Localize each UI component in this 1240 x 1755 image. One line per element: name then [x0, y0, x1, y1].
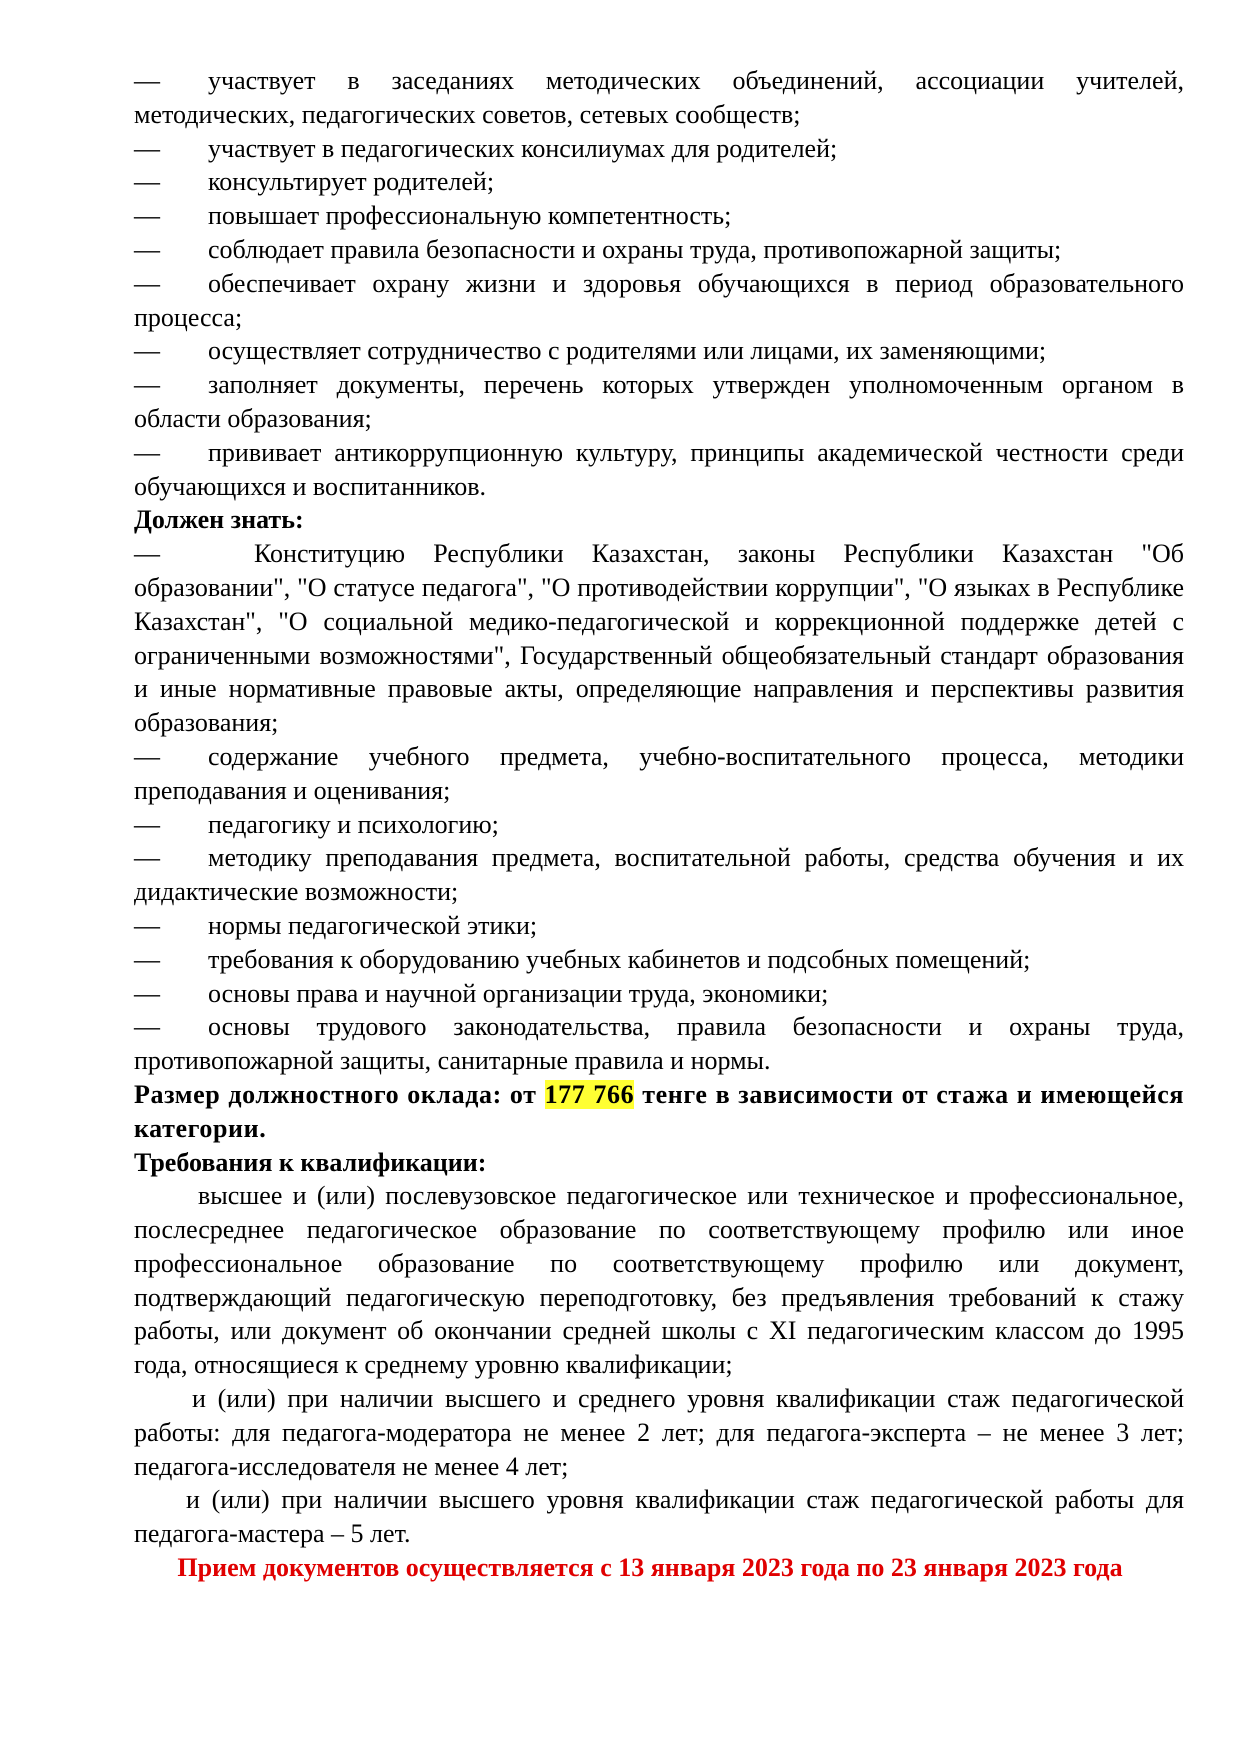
list-item	[134, 267, 1184, 335]
list-item-text: основы права и научной организации труда, экономики;	[208, 978, 829, 1008]
document-page	[134, 64, 1184, 1585]
list-item	[134, 64, 1184, 132]
list-item	[134, 436, 1184, 504]
list-item-text: заполняет документы, перечень которых утвержден уполномоченным органом в области образования;	[134, 370, 1184, 433]
list-item	[134, 740, 1184, 808]
list-item	[134, 977, 1184, 1011]
list-item-text: нормы педагогической этики;	[208, 910, 538, 940]
list-item-text: осуществляет сотрудничество с родителями или лицами, их заменяющими;	[208, 336, 1047, 366]
list-item	[134, 334, 1184, 368]
qualification-paragraph: и (или) при наличии высшего и среднего уровня квалификации стаж педагогической работы: для педагога-модератора не менее 2 лет; для педагога-эксперта – не менее 3 лет; педагога-исследователя не менее 4 лет;	[134, 1384, 1184, 1481]
list-item-text: участвует в педагогических консилиумах для родителей;	[208, 133, 838, 163]
list-item-text: основы трудового законодательства, правила безопасности и охраны труда, противопожарной защиты, санитарные правила и нормы.	[134, 1012, 1184, 1076]
qualification-paragraph: и (или) при наличии высшего уровня квалификации стаж педагогической работы для педагога-мастера – 5 лет.	[134, 1485, 1184, 1549]
list-item	[134, 808, 1184, 842]
list-item-text: консультирует родителей;	[208, 167, 495, 197]
list-item	[134, 233, 1184, 267]
list-item-text: повышает профессиональную компетентность;	[208, 201, 732, 231]
list-item-text: Конституцию Республики Казахстан, законы Республики Казахстан "Об образовании", "О статусе педагога", "О противодействии коррупции", "О языках в Республике Казахстан", "О социальной медико-педагогической и коррекционной поддержке детей с ограниченными возможностями", Государственный общеобязательный стандарт образования и иные нормативные правовые акты, определяющие направления и перспективы развития образования;	[134, 539, 1184, 738]
submission-notice: Прием документов осуществляется с 13 января 2023 года по 23 января 2023 года	[177, 1553, 1123, 1583]
qualification-heading: Требования к квалификации:	[134, 1147, 487, 1177]
list-item	[134, 132, 1184, 166]
list-item	[134, 199, 1184, 233]
knowledge-list	[134, 537, 1184, 1078]
list-item-text: педагогику и психологию;	[208, 809, 499, 839]
list-item-text: участвует в заседаниях методических объединений, ассоциации учителей, методических, педагогических советов, сетевых сообществ;	[134, 66, 1184, 129]
qualification-paragraph: высшее и (или) послевузовское педагогическое или техническое и профессиональное, послесреднее педагогическое образование по соответствующему профилю или иное профессиональное образование по соответствующему профилю или документ, подтверждающий педагогическую переподготовку, без предъявления требований к стажу работы, или документ об окончании средней школы с XI педагогическим классом до 1995 года, относящиеся к среднему уровню квалификации;	[134, 1181, 1184, 1380]
list-item-text: содержание учебного предмета, учебно-воспитательного процесса, методики преподавания и оценивания;	[134, 741, 1184, 805]
salary-line	[134, 1078, 1184, 1146]
list-item	[134, 1010, 1184, 1078]
duties-list	[134, 64, 1184, 503]
list-item-text: соблюдает правила безопасности и охраны труда, противопожарной защиты;	[208, 234, 1062, 264]
list-item	[134, 165, 1184, 199]
list-item-text: обеспечивает охрану жизни и здоровья обучающихся в период образовательного процесса;	[134, 268, 1184, 332]
list-item	[134, 909, 1184, 943]
salary-suffix: тенге в зависимости от стажа и имеющейся категории.	[134, 1079, 1185, 1143]
list-item-text: прививает антикоррупционную культуру, принципы академической честности среди обучающихся и воспитанников.	[134, 437, 1184, 501]
list-item	[134, 841, 1184, 909]
salary-amount-highlight: 177 766	[544, 1079, 635, 1109]
salary-prefix: Размер должностного оклада: от	[134, 1079, 545, 1109]
list-item	[134, 368, 1184, 436]
list-item	[134, 943, 1184, 977]
knowledge-heading: Должен знать:	[134, 505, 304, 535]
list-item-text: требования к оборудованию учебных кабинетов и подсобных помещений;	[208, 944, 1031, 974]
list-item-text: методику преподавания предмета, воспитательной работы, средства обучения и их дидактические возможности;	[134, 843, 1184, 907]
list-item	[134, 537, 1184, 740]
